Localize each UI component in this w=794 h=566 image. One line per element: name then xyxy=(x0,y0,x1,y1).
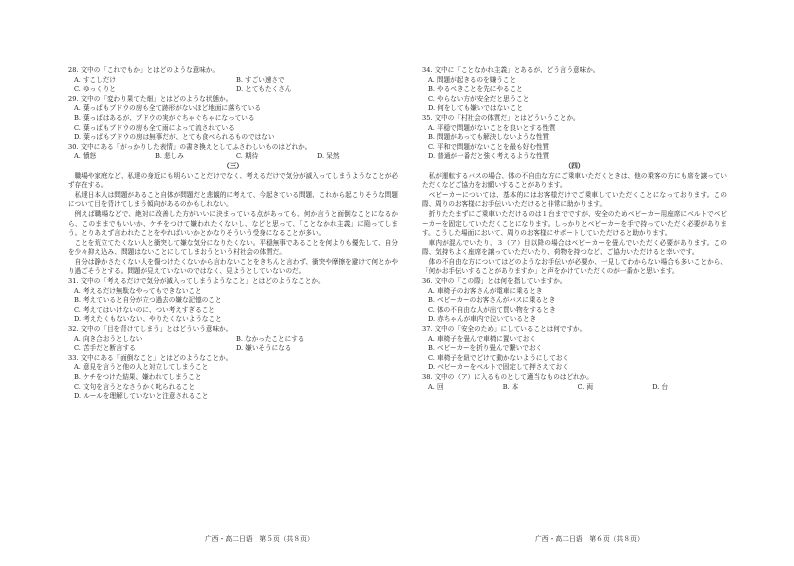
options-32b xyxy=(68,344,398,354)
option-a: A. 回 xyxy=(428,382,444,391)
passage-paragraph: 折りたたまずにご乗車いただけるのは１台までですが、安全のためベビーカー用座席にベルトでベビーカーを固定していただくことになります。しっかりとベビーカーを手で持っていただく必要があります。こうした場面において、周りのお客様にサポートしていただけると助かります。 xyxy=(422,209,727,238)
option-d: D. 何をしても嫌いではないこと xyxy=(428,104,523,113)
question-30: 30. 文中にある「がっかりした表情」の書き換えとしてふさわしいものはどれか。 xyxy=(68,142,312,151)
question-36: 36. 文中の「この際」とは何を指していますか。 xyxy=(422,277,567,286)
option-a: A. 考えるだけ無駄なやってもできないこと xyxy=(74,286,202,295)
question-34: 34. 文中に「ことなかれ主義」とあるが、どう言う意味か。 xyxy=(422,66,600,74)
option-d: D. ルールを理解していないと注意されること xyxy=(74,392,209,401)
question-35: 35. 文中の「村社会の体質だ」とはどういうことか。 xyxy=(422,113,580,122)
section-heading: （四） xyxy=(564,161,585,170)
passage-paragraph: 体の不自由な方についてはどのようなお手伝いが必要か、一見してわからない場合も多いことから、「何かお手伝いすることがありますか」と声をかけていただくのが一番かと思います。 xyxy=(422,257,727,276)
option-c: C. 両 xyxy=(577,382,594,391)
option-c: C. 車椅子を紐でどけて動かないようにしておく xyxy=(428,353,569,362)
option-a: A. 向き合おうとしない xyxy=(74,334,143,343)
page-footer-left: 广西・高二日语 第５页（共８页） xyxy=(205,535,314,543)
option-b: B. 考えていると自分が立つ過去の嫌な記憶のこと xyxy=(74,296,222,305)
option-d: D. 嫌いそうになる xyxy=(236,344,292,353)
option-c: C. ゆっくりと xyxy=(74,85,116,94)
passage-paragraph: 例えば職場などで、絶対に改善した方がいいに決まっている点があっても、何か言うと面倒なことになるから、このままでもいいか、ケチをつけて嫌われたくないし、などと思って、「ことなかれ主義」に陥ってしまう。とりあえず言われたことをやればいいかとかなりそういう受身になることが多い。 xyxy=(68,209,398,238)
option-a: A. 意見を言うと他の人と対立してしまうこと xyxy=(74,363,209,372)
option-a: A. 憤怒 xyxy=(74,152,97,161)
option-d: D. ベビーカーをベルトで固定して押さえておく xyxy=(428,363,569,372)
passage-paragraph: 私達日本人は問題があること自体が問題だと悲観的に考えて、今起きている問題、これから起こりそうな問題について目を背けてしまう傾向があるのかもしれない。 xyxy=(68,190,398,209)
section-heading: （三） xyxy=(223,161,243,170)
question-32: 32. 文中の「目を背けてしまう」とはどういう意味か。 xyxy=(68,325,233,334)
question-37: 37. 文中の「安全のため」にしていることは何ですか。 xyxy=(422,325,587,334)
passage-paragraph: 車内が混んでいたり、３（ア）目以降の場合はベビーカーを畳んでいただく必要があります。この際、気持ちよく座席を譲っていただいたり、荷物を持つなど、ご協力いただけると幸いです。 xyxy=(422,238,727,257)
question-33: 33. 文中にある「面倒なこと」とはどのようなことか。 xyxy=(68,353,233,362)
option-c: C. 平和で問題がないことを最も好む性質 xyxy=(428,142,550,151)
option-a: A. 平穏で問題がないことを良いとする性質 xyxy=(428,123,556,132)
left-page xyxy=(68,66,398,402)
option-c: C. 苦手だと断言する xyxy=(74,344,136,353)
option-a: A. 車椅子のお客さんが電車に乗るとき xyxy=(428,286,543,295)
option-c: C. 葉っぱもブドウの房も全て雨によって流されている xyxy=(74,123,235,132)
option-c: C. 体の不自由な人が出て買い物をするとき xyxy=(428,305,556,314)
option-d: D. 葉っぱもブドウの房は無事だが、とても食べられるものではない xyxy=(74,133,275,142)
passage-paragraph: 職場や家庭など、私達の身近にも明らいことだけでなく、考えるだけで気分が滅入ってしまうようなことが必ず存在する。 xyxy=(68,171,398,190)
question-38: 38. 文中の（ア）に入るものとして適当なものはどれか。 xyxy=(422,373,593,381)
question-28: 28. 文中の「これでもか」とはどのような意味か。 xyxy=(68,66,220,74)
passage-paragraph: 私が運転するバスの場合、体の不自由な方にご乗車いただくときは、他の乗客の方にも席を譲っていただくなどご協力をお願いすることがあります。 xyxy=(422,171,727,190)
option-d: D. 台 xyxy=(652,382,669,391)
option-b: B. 悲しみ xyxy=(155,152,184,161)
option-b: B. ベビーカーのお客さんがバスに乗るとき xyxy=(428,296,556,305)
passage-paragraph: 自分は静かさたくない人を傷つけたくないから言わないことをきちんと言わず、衝突や摩擦を避けて何とかやり過ごそうとする。問題が見えていないのではなく、見ようとしていないのだ。 xyxy=(68,257,398,276)
passage-paragraph: ベビーカーについては、基本的にはお客様だけでご乗車していただくことになっております。この際、周りのお客様にお手伝いいただけると非常に助かります。 xyxy=(422,190,727,209)
option-a: A. 葉っぱもブドウの房も全て跡形がないほど地面に落ちている xyxy=(74,104,261,113)
option-a: A. すこしだけ xyxy=(74,75,116,84)
option-b: B. 葉っぱはあるが、ブドウの実がぐちゃぐちゃになっている xyxy=(74,113,255,122)
option-c: C. やらない方が安全だと思うこと xyxy=(428,94,530,103)
option-d: D. 赤ちゃんが車内で泣いているとき xyxy=(428,315,537,324)
option-b: B. やるべきことを先にやること xyxy=(428,85,523,94)
option-d: D. 考えたくもないない、やりたくないようなこと xyxy=(74,315,222,324)
question-31: 31. 文中の「考えるだけで気分が滅入ってしまうようなこと」とはどのようなことか。 xyxy=(68,277,325,286)
option-a: A. 問題が起きるのを嫌うこと xyxy=(428,75,517,84)
option-d: D. とてもたくさん xyxy=(236,85,292,94)
option-a: A. 車椅子を畳んで車椅に置いておく xyxy=(428,334,536,343)
option-d: D. 呆然 xyxy=(317,152,340,161)
options-32 xyxy=(68,335,398,345)
option-c: C. 文句を言うとなさうかく叱られること xyxy=(74,382,196,391)
options-28b xyxy=(68,85,398,95)
option-b: B. ベビーカーを折り畳んで繋いでおく xyxy=(428,344,543,353)
option-b: B. なかったことにする xyxy=(236,334,305,343)
question-29: 29. 文中の「変わり果てた畑」とはどのような状態か。 xyxy=(68,94,233,103)
option-b: B. ケチをつけた結果、嫌われてしまうこと xyxy=(74,373,202,381)
option-b: B. 問題があっても解決しないような性質 xyxy=(428,133,550,142)
option-d: D. 普通が一番だと強く考えるような性質 xyxy=(428,152,550,161)
option-c: C. 考えてはいけないのに、つい考えすぎること xyxy=(74,305,215,314)
options-30 xyxy=(68,152,398,162)
options-38 xyxy=(422,383,727,393)
page-footer-right: 广西・高二日语 第６页（共８页） xyxy=(535,535,644,543)
right-page xyxy=(422,66,727,392)
option-b: B. 本 xyxy=(502,382,519,391)
passage-paragraph: ことを荒立てたくない人と衝突して嫌な気分になりたくない。平穏無事であることを何よりも優先して、自分を少々抑え込み、問題はないことにしてしまおうという村社会の体質だ。 xyxy=(68,238,398,257)
option-b: B. すごい速さで xyxy=(236,75,285,84)
option-c: C. 期待 xyxy=(236,152,259,161)
options-28 xyxy=(68,76,398,86)
